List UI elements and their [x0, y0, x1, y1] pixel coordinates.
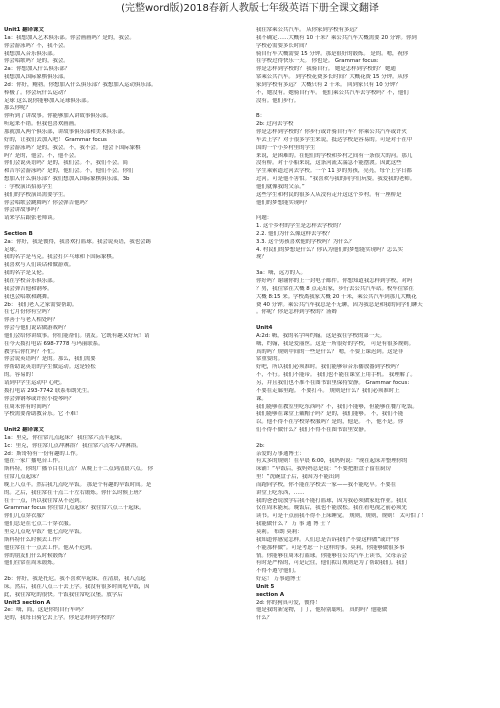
text-line: 在七月份你有空吗？ [4, 309, 53, 316]
text-line: 2e：嗨，简，这是你的自行车吗？ [4, 607, 87, 614]
text-line: 的。容易的！ [4, 372, 37, 379]
text-line: 有时是严格的，可是记住，他们拟订规则是为了帮助我们。我们 [256, 560, 407, 567]
text-line: 常重要的。 [256, 356, 283, 363]
text-line: 大概 8:15 来。学校离我家大概 20 千米，乘公共汽车到那儿大概花 [256, 293, 417, 300]
text-line: 那么你呢？ [4, 105, 31, 112]
text-line [4, 419, 242, 427]
text-line: 1a：我想加入艺术俱乐部。你会画画吗？是的，我会。 [4, 34, 135, 41]
text-line: 里克几点吃早饭？他七点吃早饭。 [4, 529, 85, 535]
text-line: 听起来不错。但我也喜欢画画。 [4, 121, 80, 128]
text-line: 请来学后跟张老师谈。 [4, 215, 58, 222]
text-line: 好的，让我们去加入吧！ Grammar focus [4, 136, 107, 143]
text-line: 床。然后，我在八点三十去上学。我没有很多时间吃早饭，因 [4, 583, 150, 590]
text-line [4, 568, 242, 576]
text-line: 我在学校音乐俱乐部。 [4, 278, 58, 284]
text-line: 我不确定……大概有 10 千米？乘公共汽车大概需要 20 分钟。你到 [256, 34, 417, 41]
left-column [4, 27, 242, 623]
text-line: 我想加入国际象棋俱乐部。 [4, 74, 69, 81]
text-line: 没有。他们步行。 [256, 97, 300, 104]
text-line: 我们能够在教室里吃东西吗？不，我们不能够，但能够在餐厅吃饭。 [256, 403, 418, 410]
text-line: 在周末你有时间吗？ [4, 403, 53, 410]
text-line: 不得不遵守他们。 [256, 568, 300, 575]
text-line: 教学后你忙吗？不忙。 [4, 348, 58, 355]
text-line: 足球 这么说你能够加入足球俱乐部。 [4, 97, 92, 104]
text-line: 费 40 分钟。乘公共汽车我总是不无聊，因为我总是和我的同学们聊天 [256, 301, 423, 308]
text-line: 有太多的规则！在早晨 6:00，我妈妈说：“现在起床并整理你的 [256, 458, 408, 465]
text-line: Unit2 翻译课文 [4, 427, 44, 434]
text-line: 真的吗？规则中间的一些是什么？ 嗯，不要上课迟到。这是非 [256, 348, 404, 355]
text-line: 车去上学？对于很多学生来说，抵达学校是容易的。可是对于在中 [256, 136, 413, 143]
text-line: 不，她没有。她骑自行车。 他们乘公共汽车去学校吗？不，他们 [256, 89, 409, 96]
text-line: Unit1 翻译课文 [4, 27, 44, 33]
text-line: 我的名字是马克。我会打乒乓球和下国际象棋。 [4, 254, 118, 261]
text-line: 莫莉。 布朗 莫莉： [256, 529, 303, 535]
text-line: 那就加入两个俱乐部，讲故事俱乐部和美术俱乐部。 [4, 128, 128, 135]
text-line: 我往常乘公共汽车。 从你家到学校有多远？ [256, 27, 361, 33]
text-line: 仅在周末能玩。晚饭后，我也不能放松。我在看电视之前必须先 [256, 505, 407, 512]
text-line: Section B [4, 230, 33, 237]
text-line: 好运！ 万事通博士 [256, 576, 301, 583]
text-line: 你会讲故事吗？ [4, 207, 42, 214]
text-line: 不能那样做”。可是考虑一下这样的事。莫莉，你能够做很多事 [256, 544, 405, 551]
text-line: 1a：里克，你往常几点起床？ 我往常六点半起床。 [4, 434, 126, 441]
text-line: 他们的梦想能实现吗？ [256, 199, 310, 206]
text-line: section A [256, 591, 285, 598]
text-line: 我喜欢与人们谈话和做游戏。 [4, 262, 75, 269]
text-line: 你会游泳吗？是的，我会。不，我不会。 他会下国际象棋 [4, 144, 141, 151]
text-line: 棒极了。你会玩什么运动？ [4, 89, 69, 96]
text-line: 2d: 你的狗真可爱，彼得！ [256, 599, 321, 606]
text-line: 在十一点，所以我往常从不迟到。 [4, 497, 85, 504]
text-line: 好吧，所以我们必须准时。我们能够带音乐播放器到学校吗？ [256, 364, 402, 371]
text-line [256, 262, 498, 270]
text-line [256, 207, 498, 215]
text-line: 和吉尔会游泳吗？是的，他们会。不，他们不会。你们 [4, 168, 134, 175]
text-line: 嗨，约翰，我是爱丽丝。这是一所很好的学校， 可是有很多规则。 [256, 340, 415, 347]
text-line: 亲爱的万事通博士： [256, 450, 305, 457]
text-line: 2a：你想加入什么俱乐部？ [4, 66, 71, 73]
text-line: 斯科特什么时候去工作？ [4, 536, 64, 543]
text-line: 常乘公共汽车。 到学校花费多长时间？大概花费 15 分钟。从你 [256, 74, 409, 81]
text-line: 4. 村民们的梦想是什么？你认为他们的梦想能实现吗？怎么实 [256, 246, 404, 253]
text-line: 我知道你感觉怎样。人们总是告诉我们“不要这样做”或许“你 [256, 536, 400, 543]
text-line: Unit 5 [256, 583, 275, 590]
text-line: 我们的学校演出需要学生。 [4, 191, 69, 198]
text-line: B： [256, 113, 266, 120]
text-line: 你帮助说英语的学生做运动。这是轻松 [4, 364, 96, 371]
text-line: 你们会说英语吗？是的，我们会。不，我们不会。简 [4, 160, 128, 167]
text-line: 2b：你好，我是托尼。我不喜欢早起床。在清晨，我八点起 [4, 576, 146, 583]
text-line: 什么？ [256, 615, 273, 622]
text-line: 国的一个小乡村里的学生 [256, 144, 316, 151]
text-line: 吗？是的，他会。不，他不会。 [4, 152, 80, 159]
text-line: Unit3 section A [4, 599, 51, 606]
text-line: 读书。可是十点前我不得不上床睡觉。 规则，规则，规则！ 太可怕了！ [256, 513, 427, 520]
text-line: 拨打电话 293-7742 联系布朗先生。 [4, 387, 93, 394]
text-line: 他在一家广播电台工作。 [4, 458, 64, 465]
text-line: 2b: [256, 442, 265, 449]
text-line [4, 223, 242, 231]
text-line: 没有桥。对于小船来说，这条河流太湍急不能摆渡。因此这些 [256, 160, 402, 167]
text-line [256, 317, 498, 325]
text-line: 我们能够在课堂上戴帽子吗？是的，我们能够。 不，我们不能 [256, 411, 404, 418]
text-line: 不要在走廊里跑。 不要打斗。 规则是什么？我们必须准时上 [256, 387, 400, 394]
text-line: 我能做什么 ？ 万 事 通 博 士 ？ [256, 521, 333, 528]
text-line [256, 435, 498, 443]
text-line [256, 105, 498, 113]
text-line: 骑自行车大概需要 15 分钟。那是很好的锻炼。 是的。嗯，祝你 [256, 50, 409, 57]
text-line: 我的爸爸说放学后我不能打篮球，因为我必须做家庭作业。我仅 [256, 497, 407, 504]
text-line: 他们总是在七点二十穿衣服。 [4, 521, 75, 528]
text-line: 他往常在十一点去工作。他从不迟到。 [4, 544, 96, 551]
text-line: 2.2. 他们为什么像这样去学校？ [256, 230, 333, 237]
text-line: A:2d: 嗨，我的名字叫约翰。这是我在学校的第一天。 [256, 332, 385, 339]
text-line: 在今天拨打电话 698-7778 与玛丽联系。 [4, 340, 104, 347]
text-line: 你善于与老人相处吗？ [4, 317, 58, 324]
text-line: 请到中学生运动中 心吧。 [4, 379, 66, 386]
text-line: 他是我的新宠物，丁丁，他特别聪明。 真的吗？他能做 [256, 607, 388, 614]
text-line: 的。之后，我往常在十点二十左右锻炼。你什么时候上班？ [4, 489, 145, 496]
text-line: 他们就像我的父亲。” [256, 183, 305, 190]
text-line: 学生乘索道过河去学校。一个 11 岁的男孩，亮亮，每个上学日都 [256, 168, 412, 175]
text-line: 2b： 我们老人之家需要帮助。 [4, 301, 78, 308]
text-line: 以。他不得不在学校穿校服吗？是的，他是。 不，他不是。你 [256, 419, 404, 426]
text-line: 1c：里克，你往常几点冲淋浴？ 我往常六点零八冲淋浴。 [4, 442, 142, 449]
text-line: 床铺！”早饭后，我妈妈总是说：“不要把脏盘子留在厨房 [256, 466, 391, 473]
text-line: 情。你能够在周末打篮球。你能够在公共汽车上读书，父母亲会 [256, 552, 407, 559]
document-title: (完整word版)2018春新人教版七年级英语下册全课文翻译 [121, 3, 379, 14]
text-line: 。你呢？你是怎样到学校的？汤姆 [256, 309, 337, 316]
text-line: 你听到了讲故事。你能够加入讲故事俱乐部。 [4, 113, 112, 120]
text-line: 2a：你好，我是彼得，我喜欢打篮球。我会说英语，我也会踢 [4, 238, 151, 245]
text-line: 你是怎样到学校的？ 我骑自行。 她是怎样到学校的？ 她通 [256, 66, 396, 73]
text-line: 足球。 [4, 246, 21, 253]
text-line: 3.3. 这个男孩喜欢他的学校吗？为什么？ [256, 238, 355, 245]
text-line: 他们会给你讲故事。你们能帮们。朋友。它既有趣又好玩！请 [4, 332, 150, 339]
text-line: 1. 这个乡村的学生是怎样去学校的？ [256, 223, 344, 230]
text-line: 问题： [256, 215, 273, 222]
text-line: Grammar focus 你往常几点起床？我往常六点三十起床。 [4, 505, 145, 512]
text-line: 2b: 过河去学校 [256, 121, 294, 128]
text-line: 你会与他们说话做游戏吗？ [4, 325, 69, 332]
text-line: 过河。可是他不害怕。“我喜欢与我的同学们玩耍。我爱我的老师。 [256, 176, 416, 183]
text-line: 想加入什么俱乐部？我们想加入国际象棋俱乐部。3b [4, 176, 130, 183]
text-line: 你们几点穿衣服？ [4, 513, 48, 520]
text-line: 此，我往常吃的很快。午饭我往常吃汉堡。放学后 [4, 591, 123, 598]
text-line: 现？ [256, 254, 267, 261]
text-line: 斯科特，你的广播节目在几点？ 从晚上十二点到清晨六点。 你 [4, 466, 153, 473]
text-line: 晚上八点半。然后我九点吃早饭。 那是个有趣的早饭时间。是 [4, 481, 152, 488]
text-line: 们不得不做什么？我们不得不在图书馆里安静。 [256, 427, 370, 434]
text-line: 我的名字是艾伦。 [4, 270, 48, 277]
text-line: 里！”洗碗盘子后，我因为不能出到 [256, 474, 340, 481]
text-line: 是的，我每日骑它去上学。你是怎样到学校的？ [4, 615, 118, 622]
text-line: 来说，是困难的。在他们的学校和乡村之间有一条很大的河。那儿 [256, 152, 413, 159]
text-line: Unit4 [256, 325, 273, 332]
text-line: 学校需要帮助教音乐。它 不难！ [4, 411, 82, 418]
text-line: 往常几点起床？ [4, 474, 42, 481]
text-line: 我想加入音乐俱乐部。 [4, 50, 58, 57]
text-line: 课。 [256, 395, 267, 402]
text-line: 3a：嗨，远方的人。 [256, 270, 306, 277]
text-line: 学校必需要多长时间？ [256, 42, 310, 49]
right-column [256, 27, 498, 623]
text-line: 不，不行。我们不能带。 我们也不能在课堂上用手机。 我理解了。 [256, 372, 416, 379]
text-line: 你会说英语吗？是的。那么，我们需要 [4, 356, 96, 363]
text-line: 你的朋友们什么时候锻炼？ [4, 552, 69, 559]
text-line: 你是怎样到学校的？你步行或许骑自行车？你乘公共汽车或许火 [256, 128, 407, 135]
text-line: 这些学生和村民的很多人从没有走开这这个乡村。有一座桥是 [256, 191, 402, 198]
text-line: 在学校过得快乐一天。 你也是。 Grammar focus: [256, 58, 379, 65]
text-line: 我会弹吉他和钢琴。 [4, 285, 53, 292]
text-line: 我也会唱歌和跳舞。 [4, 293, 53, 300]
text-line: 你好吗？谢谢你的上一封电子邮件。你想知道我怎样到学校，对吗 [256, 278, 413, 284]
text-line: 你会弹钢琴或许拉小提琴吗？ [4, 395, 75, 402]
text-line: 你会唱歌会跳舞吗？你会弹吉他吗？ [4, 199, 91, 206]
text-line: ：学校演出招募学生 [4, 183, 53, 190]
text-line: 你会游泳吗？不，我不会。 [4, 42, 69, 49]
text-line: ？男，我往常在大概 8 点走出家，步行去公共汽车站。校车往常在 [256, 285, 414, 292]
text-line: 你会唱歌吗？是的，我会。 [4, 58, 69, 65]
text-line: 2d：你好，鲍勃。你想加入什么俱乐部？我想加入运动俱乐部。 [4, 81, 157, 88]
text-line: 另，并且我们也不准不在图书馆里保持安静。 Grammar focus: [256, 379, 410, 386]
text-line: 讲堂上吃东西，…… [256, 489, 305, 496]
text-line: 他们往常在周末锻炼。 [4, 560, 58, 567]
text-line: 家到学校有多远？ 大概只有 2 千米。 回到家只有 10 分钟？ [256, 81, 401, 88]
text-line: 2d：斯哥特有一份有趣的工作。 [4, 450, 81, 457]
text-line: 而跑向学校，你不能在学校去一家——我不能吃早。不要在 [256, 481, 397, 488]
